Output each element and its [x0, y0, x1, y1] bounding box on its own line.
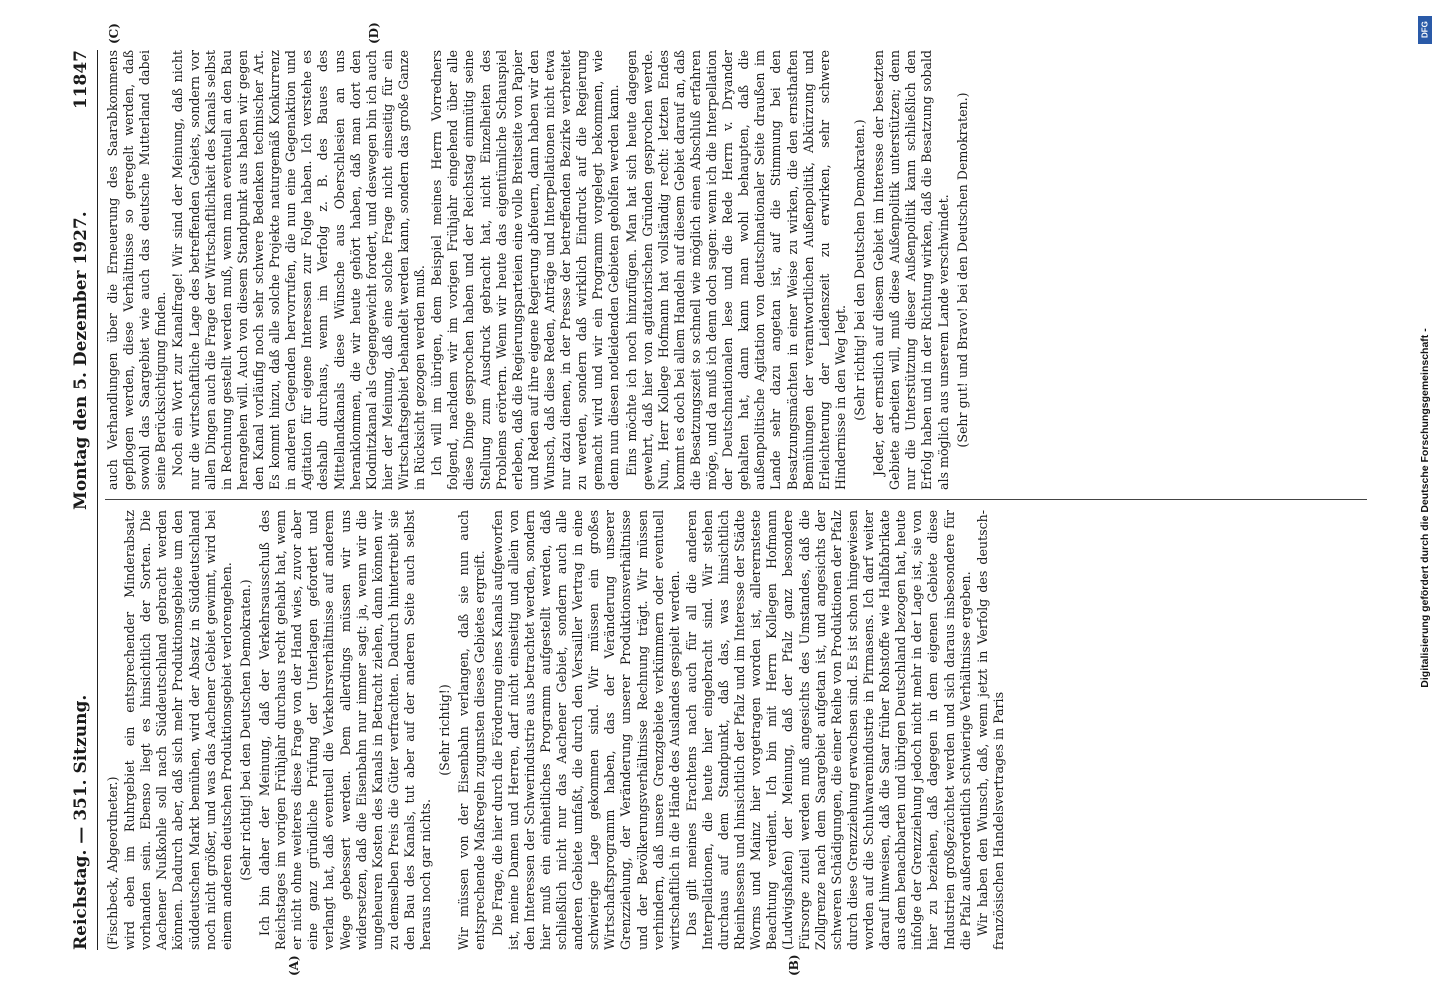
header-date: Montag den 5. Dezember 1927. [71, 211, 91, 510]
interjection: (Sehr richtig!) [437, 684, 453, 776]
header-session: Reichstag. — 351. Sitzung. [71, 694, 91, 950]
page-header [67, 50, 98, 950]
margin-marker-b: (B) [787, 954, 801, 976]
digitization-stamp [1416, 8, 1434, 1000]
paragraph: Ich will im übrigen, dem Beispiel meines Herrn Vorredners folgend, nachdem wir im vorigen Frühjahr eingehend über alle diese Dinge gesprochen haben und der Reichstag einmütig seine Stellung zum Ausdruck gebracht hat, nicht Einzelheiten des Problems erörtern. Wenn wir heute das eigentümliche Schauspiel erleben, daß die Regierungsparteien eine volle Breitseite von Papier und Reden auf ihre eigene Regierung abfeuern, dann haben wir den Wunsch, daß diese Reden, Anträge und Interpellationen nicht etwa nur dazu dienen, in der Presse der betreffenden Bezirke verbreitet zu werden, sondern daß wirklich Eindruck auf die Regierung gemacht wird und wir ein Programm vorgelegt bekommen, wie denn nun diesen notleidenden Gebieten geholfen werden kann. [429, 50, 622, 490]
text-column-right [105, 50, 1367, 490]
paragraph: Noch ein Wort zur Kanalfrage! Wir sind der Meinung, daß nicht nur die wirtschaftliche Lage des betreffenden Gebiets, sondern vor allen Dingen auch die Frage der Wirtschaftlichkeit des Kanals selbst in Rechnung gestellt werden muß, wenn man eventuell an den Bau herangehen will. Auch von diesem Standpunkt aus haben wir gegen den Kanal vorläufig noch sehr schwere Bedenken technischer Art. Es kommt hinzu, daß alle solche Projekte naturgemäß Konkurrenz in anderen Gegenden hervorrufen, die nun eine Gegenaktion und Agitation für eigene Interessen zur Folge haben. Ich verstehe es deshalb durchaus, wenn im Verfolg z. B. des Baues des Mittellandkanals diese Wünsche aus Oberschlesien an uns heranklommen, die wir heute gehört haben, daß man dort den Klodnitzkanal als Gegengewicht fordert, und deswegen bin ich auch hier der Meinung, daß eine solche Frage nicht einseitig für ein Wirtschaftsgebiet behandelt werden kann, sondern das große Ganze in Rücksicht gezogen werden muß. [170, 50, 428, 490]
paragraph: Jeder, der ernstlich auf diesem Gebiet im Interesse der besetzten Gebiete arbeiten will, muß diese Außenpolitik unterstützen; denn nur die Unterstützung dieser Außenpolitik kann schließlich den Erfolg haben und in der Richtung wirken, daß die Besatzung sobald als möglich aus unserem Lande verschwindet. [871, 50, 951, 490]
paragraph: (Fischbeck, Abgeordneter.) [105, 776, 120, 950]
paragraph: wird eben im Ruhrgebiet ein entsprechender Minderabsatz vorhanden sein. Ebenso liegt es hinsichtlich der Sorten. Die Aachener Nußkohle soll nach Süddeutschland gebracht werden können. Dadurch aber, daß sich mehr Produktionsgebiete um den süddeutschen Markt bemühen, wird der Absatz in Süddeutschland noch nicht größer, und was das Aachener Gebiet gewinnt, wird bei einem anderen deutschen Produktionsgebiet verlorengehen. [122, 510, 234, 950]
rotated-page [67, 22, 1367, 976]
dfg-logo: DFG [1418, 16, 1432, 44]
margin-marker-a: (A) [287, 955, 301, 976]
text-column-left [105, 510, 1367, 950]
paragraph: Wir müssen von der Eisenbahn verlangen, daß sie nun auch entsprechende Maßregeln zugunsten dieses Gebietes ergreift. [456, 510, 488, 950]
paragraph: Eins möchte ich noch hinzufügen. Man hat sich heute dagegen gewehrt, daß hier von agitatorischen Gründen gesprochen werde. Nun, Herr Kollege Hofmann hat vollständig recht: letzten Endes kommt es doch bei allem Handeln auf diesem Gebiet darauf an, daß die Besatzungszeit so schnell wie möglich einen Abschluß erfahren möge, und da muß ich denn doch sagen: wenn ich die Interpellation der Deutschnationalen lese und die Rede Herrn v. Dryander gehalten hat, dann kann man wohl behaupten, daß die außenpolitische Agitation von deutschnationaler Seite draußen im Lande sehr dazu angetan ist, auf die Stimmung bei den Besatzungsmächten in einer Weise zu wirken, die den ernsthaften Bemühungen der verantwortlichen Außenpolitik, Abkürzung und Erleichterung der Leidenszeit zu erwirken, sehr schwere Hindernisse in den Weg legt. [623, 50, 848, 490]
paragraph: Ich bin daher der Meinung, daß der Verkehrsausschuß des Reichstages im vorigen Frühjahr durchaus recht gehabt hat, wenn er nicht ohne weiteres diese Frage von der Hand wies, zuvor aber eine ganz gründliche Prüfung der Unterlagen gefordert und verlangt hat, daß eventuell die Verkehrsverhältnisse auf anderem Wege gebessert werden. Dem allerdings müssen wir uns widersetzen, daß die Eisenbahn nur immer sagt: ja, wenn wir die ungeheuren Kosten des Kanals in Betracht ziehen, dann können wir zu demselben Preis die Güter verfrachten. Dadurch hintertreibt sie den Bau des Kanals, tut aber auf der anderen Seite auch selbst heraus noch gar nichts. [256, 510, 434, 950]
digitization-credit: Digitalisierung gefördert durch die Deutsche Forschungsgemeinschaft - [1419, 328, 1431, 688]
interjection: (Sehr richtig! bei den Deutschen Demokraten.) [852, 119, 868, 421]
margin-marker-d: (D) [367, 22, 381, 44]
column-divider [105, 499, 1367, 500]
paragraph: Wir haben den Wunsch, daß, wenn jetzt in Verfolg des deutsch-französischen Handelsvertrages in Paris [974, 510, 1006, 950]
interjection: (Sehr richtig! bei den Deutschen Demokraten.) [237, 579, 253, 881]
interjection: (Sehr gut! und Bravo! bei den Deutschen Demokraten.) [954, 92, 970, 448]
margin-marker-c: (C) [107, 23, 121, 44]
paragraph: Die Frage, die hier durch die Förderung eines Kanals aufgeworfen ist, meine Damen und Herren, darf nicht einseitig und allein von den Interessen der Schwerindustrie aus betrachtet werden, sondern hier muß ein einheitliches Programm aufgestellt werden, daß schließlich nicht nur das Aachener Gebiet, sondern auch alle anderen Gebiete umfaßt, die durch den Versailler Vertrag in eine schwierige Lage gekommen sind. Wir müssen ein großes Wirtschaftsprogramm haben, das der Veränderung unserer Grenzziehung, der Veränderung unserer Produktionsverhältnisse und der Bevölkerungsverhältnisse Rechnung trägt. Wir müssen verhindern, daß unsere Grenzgebiete verkümmern oder eventuell wirtschaftlich in die Hände des Auslandes gespielt werden. [489, 510, 682, 950]
paragraph: Das gilt meines Erachtens nach auch für all die anderen Interpellationen, die heute hier eingebracht sind. Wir stehen durchaus auf dem Standpunkt, daß das, was hinsichtlich Rheinhessens und hinsichtlich der Pfalz und im Interesse der Städte Worms und Mainz hier vorgetragen worden ist, allerernsteste Beachtung verdient. Ich bin mit Herrn Kollegen Hofmann (Ludwigshafen) der Meinung, daß der Pfalz ganz besondere Fürsorge zuteil werden muß angesichts des Umstandes, daß die Zollgrenze nach dem Saargebiet aufgetan ist, und angesichts der schweren Schädigungen, die einer Reihe von Produktionen der Pfalz durch diese Grenzziehung erwachsen sind. Es ist schon hingewiesen worden auf die Schuhwarenindustrie in Pirmasens. Ich darf weiter darauf hinweisen, daß die Saar früher Rohstoffe wie Halbfabrikate aus dem benachbarten und übrigen Deutschland bezogen hat, heute infolge der Grenzziehung jedoch nicht mehr in der Lage ist, sie von hier zu beziehen, daß dagegen in dem eigenen Gebiete diese Industrien großgezüchtet werden und sich daraus insbesondere für die Pfalz außerordentlich schwierige Verhältnisse ergeben. [683, 510, 973, 950]
header-page-number: 11847 [71, 50, 91, 110]
paragraph: auch Verhandlungen über die Erneuerung des Saarabkommens gepflogen werden, diese Verhältnisse so geregelt werden, daß sowohl das Saargebiet wie auch das deutsche Mutterland dabei seine Berücksichtigung finden. [105, 50, 169, 490]
